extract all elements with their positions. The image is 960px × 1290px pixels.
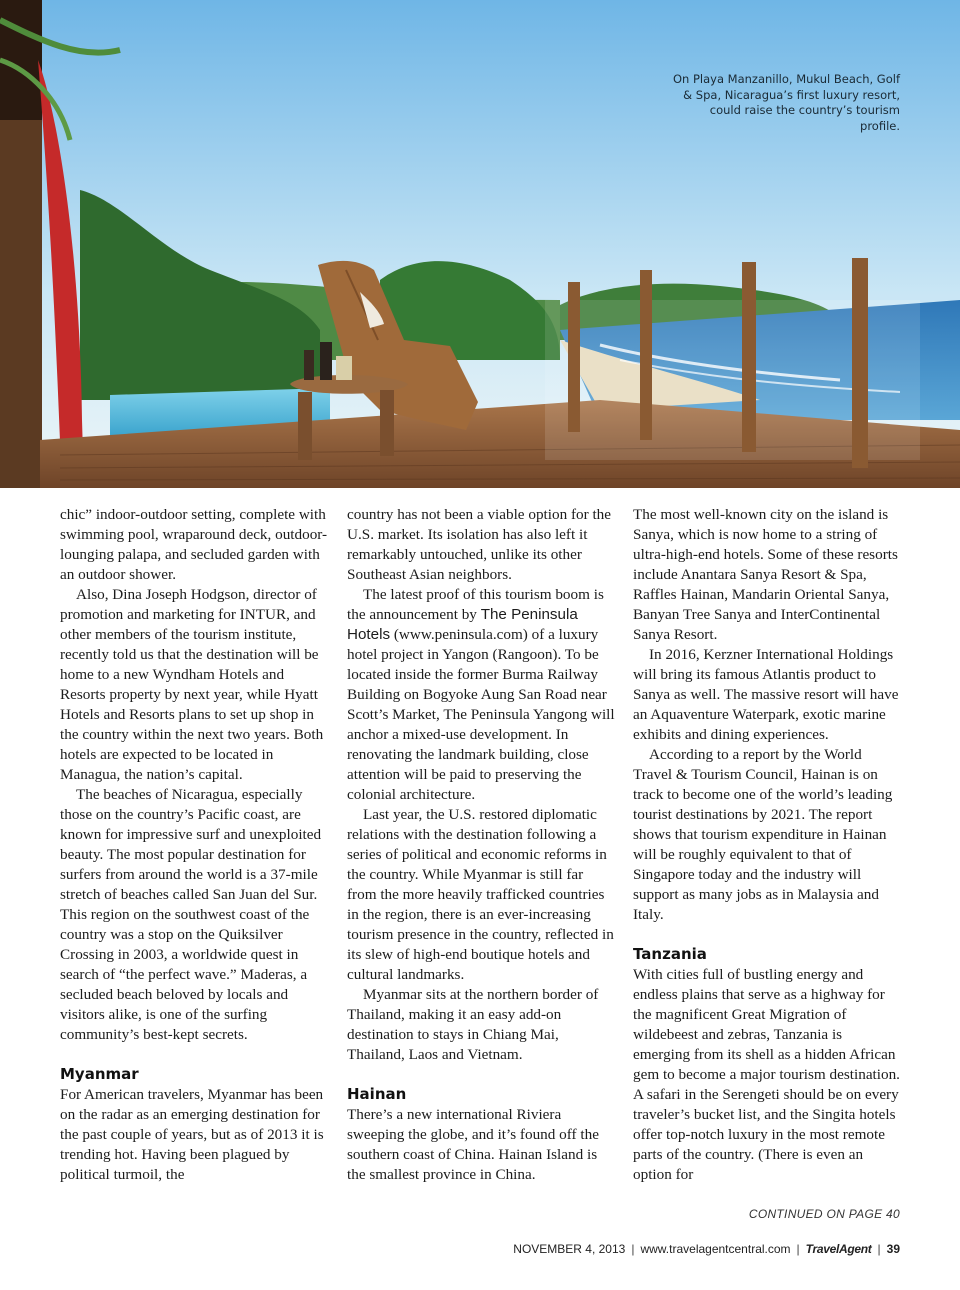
text-run: The latest proof of this tourism boom is the announcement by xyxy=(347,586,604,623)
continued-notice: CONTINUED ON PAGE 40 xyxy=(748,1207,900,1221)
footer-separator: | xyxy=(796,1242,800,1256)
column-left xyxy=(60,505,328,1185)
page-number: 39 xyxy=(886,1242,900,1256)
paragraph: According to a report by the World Travel & Tourism Council, Hainan is on track to become one of the world’s leading tourist destinations by 2021. The report shows that tourism expenditure in Hainan will be roughly equivalent to that of Singapore today and the industry will support as many jobs as in Malaysia and Italy. xyxy=(633,746,893,923)
section-heading-hainan: Hainan xyxy=(347,1085,407,1103)
paragraph: The beaches of Nicaragua, especially those on the country’s Pacific coast, are known for impressive surf and unexploited beauty. The most popular destination for surfers from around the world is a 37-mile stretch of beaches called San Juan del Sur. This region on the southwest coast of the country was a stop on the Quiksilver Crossing in 2003, a worldwide quest in search of “the perfect wave.” Maderas, a secluded beach beloved by locals and visitors alike, is one of the surfing community’s best-kept secrets. xyxy=(60,786,322,1043)
paragraph: The most well-known city on the island is Sanya, which is now home to a string of ultra-high-end hotels. Some of these resorts include Anantara Sanya Resort & Spa, Raffles Hainan, Mandarin Oriental Sanya, Banyan Tree Sanya and InterContinental Sanya Resort. xyxy=(633,506,898,643)
paragraph: Myanmar sits at the northern border of Thailand, making it an easy add-on destination to stays in Chiang Mai, Thailand, Laos and Vietnam. xyxy=(347,986,599,1063)
photo-caption: On Playa Manzanillo, Mukul Beach, Golf & Spa, Nicaragua’s first luxury resort, could raise the country’s tourism profile. xyxy=(672,72,900,133)
paragraph: chic” indoor-outdoor setting, complete with swimming pool, wraparound deck, outdoor-lounging palapa, and secluded garden with an outdoor shower. xyxy=(60,506,328,583)
column-right xyxy=(633,505,901,1185)
section-heading-myanmar: Myanmar xyxy=(60,1065,139,1083)
section-heading-tanzania: Tanzania xyxy=(633,945,707,963)
page-footer xyxy=(513,1242,900,1256)
magazine-name: TravelAgent xyxy=(805,1242,872,1256)
paragraph: Last year, the U.S. restored diplomatic relations with the destination following a series of political and economic reforms in the country. While Myanmar is still far from the more heavily trafficked countries in the region, there is an ever-increasing tourism presence in the country, reflected in its slew of high-end boutique hotels and cultural landmarks. xyxy=(347,806,614,983)
text-run: (www.peninsula.com) of a luxury hotel project in Yangon (Rangoon). To be located inside the former Burma Railway Building on Bogyoke Aung San Road near Scott’s Market, The Peninsula Yangong will anchor a mixed-use development. In renovating the landmark building, close attention will be paid to preserving the colonial architecture. xyxy=(347,626,615,803)
paragraph: For American travelers, Myanmar has been on the radar as an emerging destination for the past couple of years, but as of 2013 it is trending hot. Having been plagued by political turmoil, the xyxy=(60,1086,324,1183)
footer-separator: | xyxy=(877,1242,881,1256)
hero-photo xyxy=(0,0,960,488)
paragraph: With cities full of bustling energy and endless plains that serve as a highway for the magnificent Great Migration of wildebeest and zebras, Tanzania is emerging from its shell as a hidden African gem to become a major tourism destination. A safari in the Serengeti should be on every traveler’s bucket list, and the Singita hotels offer top-notch luxury in the most remote parts of the country. (There is even an option for xyxy=(633,966,900,1183)
paragraph: In 2016, Kerzner International Holdings will bring its famous Atlantis product to Sanya as well. The massive resort will have an Aquaventure Waterpark, exotic marine exhibits and dining experiences. xyxy=(633,646,899,743)
paragraph xyxy=(347,585,615,805)
paragraph: There’s a new international Riviera sweeping the globe, and it’s found off the southern coast of China. Hainan Island is the smallest province in China. xyxy=(347,1106,599,1183)
column-middle xyxy=(347,505,615,1185)
website-url: www.travelagentcentral.com xyxy=(640,1242,791,1256)
brand-name: The Peninsula Hotels xyxy=(347,606,578,643)
paragraph: Also, Dina Joseph Hodgson, director of promotion and marketing for INTUR, and other members of the tourism institute, recently told us that the destination will be home to a new Wyndham Hotels and Resorts property by next year, while Hyatt Hotels and Resorts plans to set up shop in the country within the next two years. Both hotels are expected to be located in Managua, the nation’s capital. xyxy=(60,586,324,783)
footer-separator: | xyxy=(631,1242,635,1256)
paragraph: country has not been a viable option for the U.S. market. Its isolation has also left it remarkably untouched, unlike its other Southeast Asian neighbors. xyxy=(347,506,612,583)
issue-date: NOVEMBER 4, 2013 xyxy=(513,1242,626,1256)
